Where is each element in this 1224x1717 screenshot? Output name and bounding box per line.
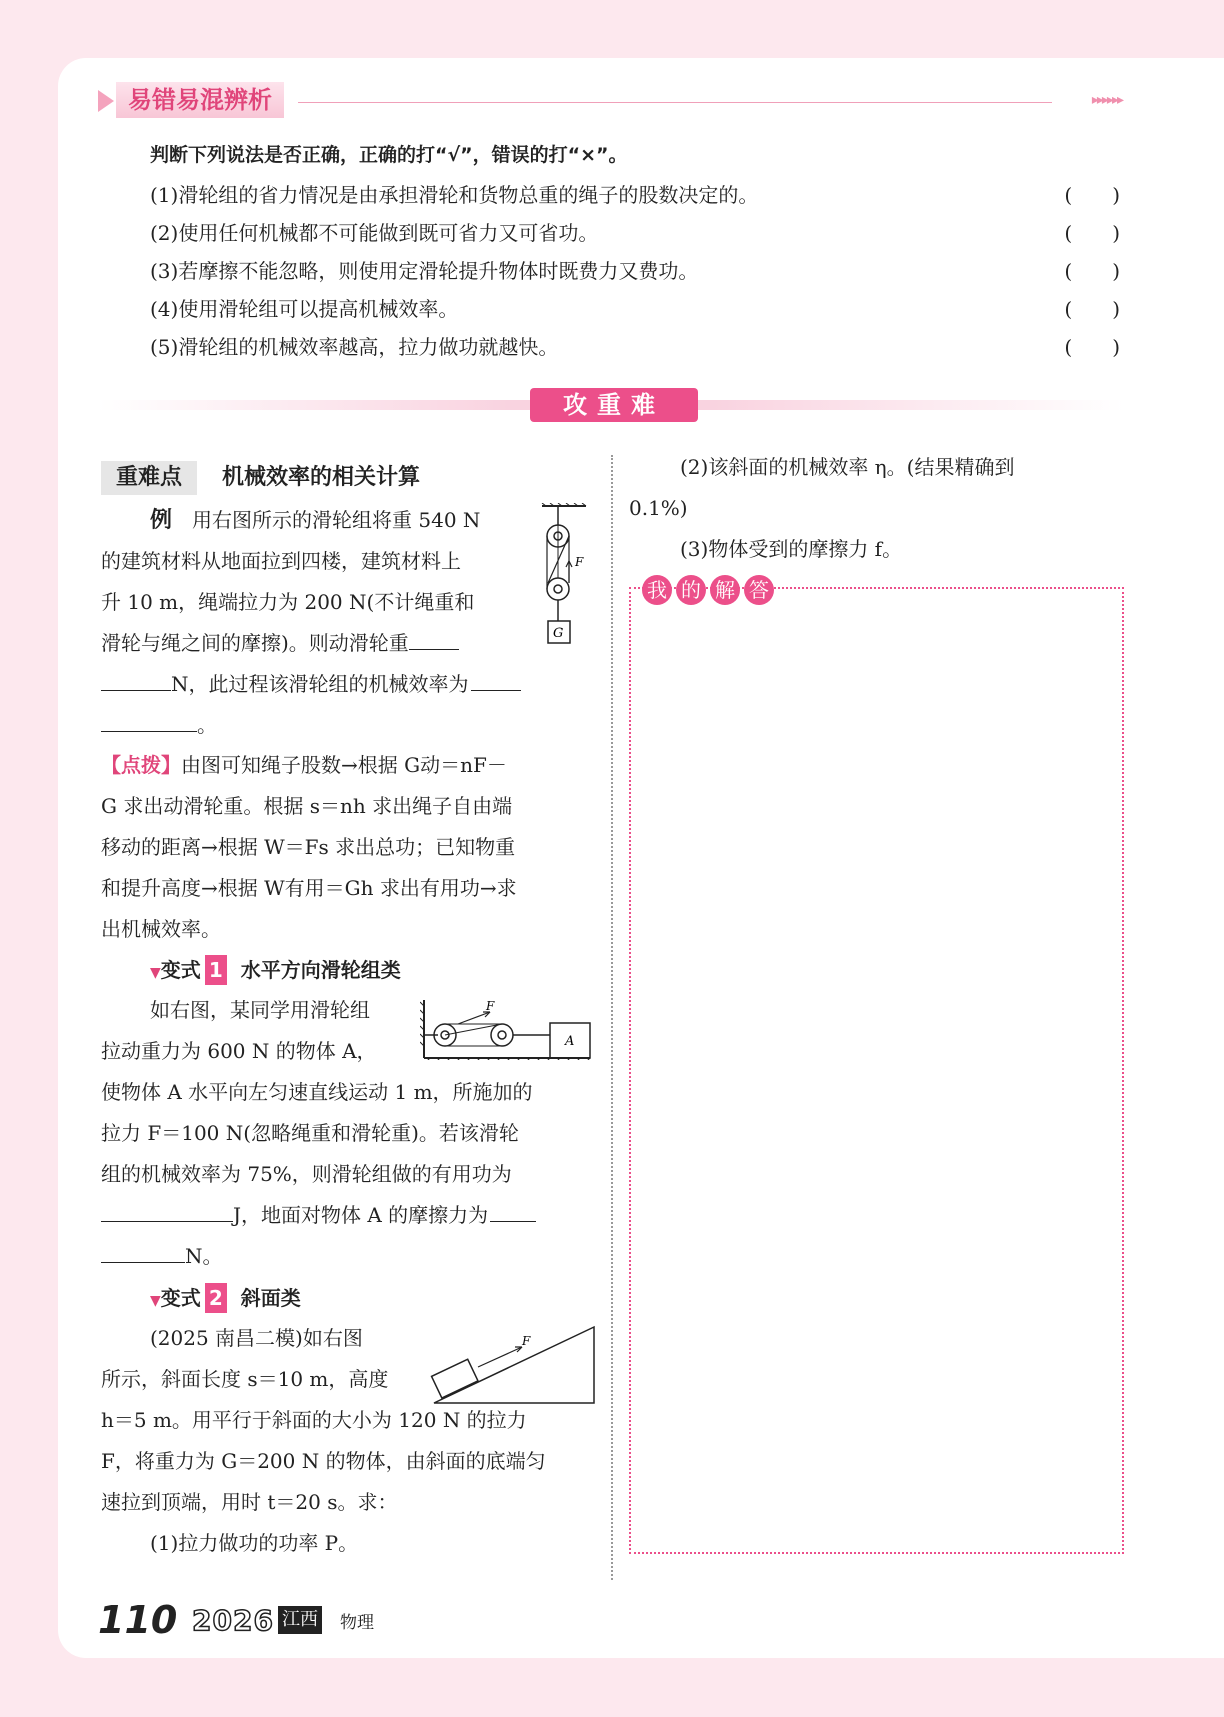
variant-title: 斜面类 [240, 1286, 301, 1310]
page-number: 110 [98, 1598, 178, 1642]
section-divider [98, 388, 1124, 418]
hint-line-4: 和提升高度→根据 W有用＝Gh 求出有用功→求 [101, 876, 517, 900]
answer-tag-char: 解 [710, 575, 740, 605]
example-label: 例 [150, 508, 173, 533]
example-text: 。 [197, 713, 217, 737]
variant-label: 变式 [160, 958, 201, 982]
answer-bracket[interactable]: ( ) [1064, 297, 1120, 321]
variant-2-line-2: 所示，斜面长度 s＝10 m，高度 [101, 1367, 389, 1391]
answer-tag-char: 我 [642, 575, 672, 605]
variant-2-question-1: (1)拉力做功的功率 P。 [150, 1531, 359, 1555]
variant-1-line-3: 使物体 A 水平向左匀速直线运动 1 m，所施加的 [101, 1080, 533, 1104]
triangle-icon: ▼ [150, 1293, 161, 1309]
section-header [98, 82, 1122, 122]
answer-bracket[interactable]: ( ) [1064, 221, 1120, 245]
variant-2-question-3: (3)物体受到的摩擦力 f。 [680, 537, 903, 561]
variant-1-heading [150, 955, 401, 985]
variant-label: 变式 [160, 1286, 201, 1310]
variant-1-line-2: 拉动重力为 600 N 的物体 A， [101, 1039, 377, 1063]
statement-text: (2)使用任何机械都不可能做到既可省力又可省功。 [150, 221, 599, 245]
answer-bracket[interactable]: ( ) [1064, 335, 1120, 359]
variant-2-heading [150, 1283, 301, 1313]
answer-blank[interactable] [101, 1201, 233, 1222]
hint-label: 【点拨】 [101, 753, 181, 777]
horizontal-pulley-diagram [420, 998, 592, 1060]
answer-tag [642, 575, 774, 605]
answer-blank[interactable] [101, 670, 171, 691]
answer-blank[interactable] [490, 1201, 536, 1222]
answer-bracket[interactable]: ( ) [1064, 259, 1120, 283]
instruction: 判断下列说法是否正确，正确的打“√”，错误的打“×”。 [150, 144, 628, 166]
variant-number: 2 [205, 1283, 227, 1313]
example-line-5 [101, 664, 521, 705]
weight-label: G [553, 626, 564, 641]
variant-title: 水平方向滑轮组类 [240, 958, 401, 982]
statement-4 [150, 294, 1120, 324]
force-label: F [575, 555, 584, 569]
hint-line-2: G 求出动滑轮重。根据 s＝nh 求出绳子自由端 [101, 794, 513, 818]
example-line-4 [101, 623, 459, 664]
force-label: F [522, 1334, 531, 1348]
answer-bracket[interactable]: ( ) [1064, 183, 1120, 207]
footer-subject: 物理 [340, 1613, 374, 1633]
incline-diagram [430, 1325, 598, 1407]
variant-2-line-5: 速拉到顶端，用时 t＝20 s。求： [101, 1490, 398, 1514]
example-text: 滑轮与绳之间的摩擦)。则动滑轮重 [101, 631, 409, 655]
section-title: 攻重难 [530, 388, 698, 422]
statement-text: (3)若摩擦不能忽略，则使用定滑轮提升物体时既费力又费功。 [150, 259, 699, 283]
answer-blank[interactable] [409, 629, 459, 650]
variant-2-line-1: (2025 南昌二模)如右图 [150, 1326, 363, 1350]
footer-year: 2026 [192, 1604, 274, 1637]
variant-text: J，地面对物体 A 的摩擦力为 [233, 1203, 489, 1227]
triangle-icon: ▼ [150, 965, 161, 981]
pulley-diagram [540, 503, 590, 649]
example-line-3: 升 10 m，绳端拉力为 200 N(不计绳重和 [101, 590, 475, 614]
variant-1-line-4: 拉力 F＝100 N(忽略绳重和滑轮重)。若该滑轮 [101, 1121, 519, 1145]
variant-text: N。 [185, 1244, 223, 1268]
header-rule [298, 102, 1052, 103]
variant-1-line-1: 如右图，某同学用滑轮组 [150, 998, 370, 1022]
answer-blank[interactable] [101, 1242, 185, 1263]
answer-blank[interactable] [101, 711, 197, 732]
variant-2-line-3: h＝5 m。用平行于斜面的大小为 120 N 的拉力 [101, 1408, 527, 1432]
object-label: A [565, 1034, 575, 1049]
statement-text: (1)滑轮组的省力情况是由承担滑轮和货物总重的绳子的股数决定的。 [150, 183, 759, 207]
hint-line-3: 移动的距离→根据 W＝Fs 求出总功；已知物重 [101, 835, 516, 859]
variant-1-line-6 [101, 1195, 536, 1236]
variant-2-question-2: (2)该斜面的机械效率 η。(结果精确到 [680, 455, 1015, 479]
answer-tag-char: 答 [744, 575, 774, 605]
variant-number: 1 [205, 955, 227, 985]
statement-3 [150, 256, 1120, 286]
arrows-icon: ▸▸▸▸▸▸ [1091, 92, 1122, 108]
variant-2-question-2-cont: 0.1%) [629, 496, 688, 520]
example-line-1 [150, 500, 480, 541]
hint-line-1 [101, 745, 507, 786]
example-line-6 [101, 705, 217, 746]
example-line-2: 的建筑材料从地面拉到四楼，建筑材料上 [101, 549, 461, 573]
hint-line-5: 出机械效率。 [101, 917, 221, 941]
statement-text: (4)使用滑轮组可以提高机械效率。 [150, 297, 459, 321]
statement-5 [150, 332, 1120, 362]
example-text: 用右图所示的滑轮组将重 540 N [192, 508, 481, 532]
answer-tag-char: 的 [676, 575, 706, 605]
variant-1-line-7 [101, 1236, 223, 1277]
statement-2 [150, 218, 1120, 248]
statement-1 [150, 180, 1120, 210]
column-divider [611, 455, 613, 1580]
footer-region: 江西 [278, 1606, 322, 1634]
header-triangle-icon [98, 90, 114, 112]
key-point-label: 重难点 [101, 461, 197, 495]
statement-text: (5)滑轮组的机械效率越高，拉力做功就越快。 [150, 335, 559, 359]
key-point-title: 机械效率的相关计算 [222, 465, 421, 490]
answer-area[interactable] [629, 587, 1124, 1554]
hint-text: 由图可知绳子股数→根据 G动＝nF－ [181, 753, 507, 777]
answer-blank[interactable] [471, 670, 521, 691]
header-tag: 易错易混辨析 [116, 82, 284, 118]
variant-2-line-4: F，将重力为 G＝200 N 的物体，由斜面的底端匀 [101, 1449, 546, 1473]
variant-1-line-5: 组的机械效率为 75%，则滑轮组做的有用功为 [101, 1162, 512, 1186]
example-text: N，此过程该滑轮组的机械效率为 [171, 672, 469, 696]
force-label: F [486, 999, 495, 1013]
